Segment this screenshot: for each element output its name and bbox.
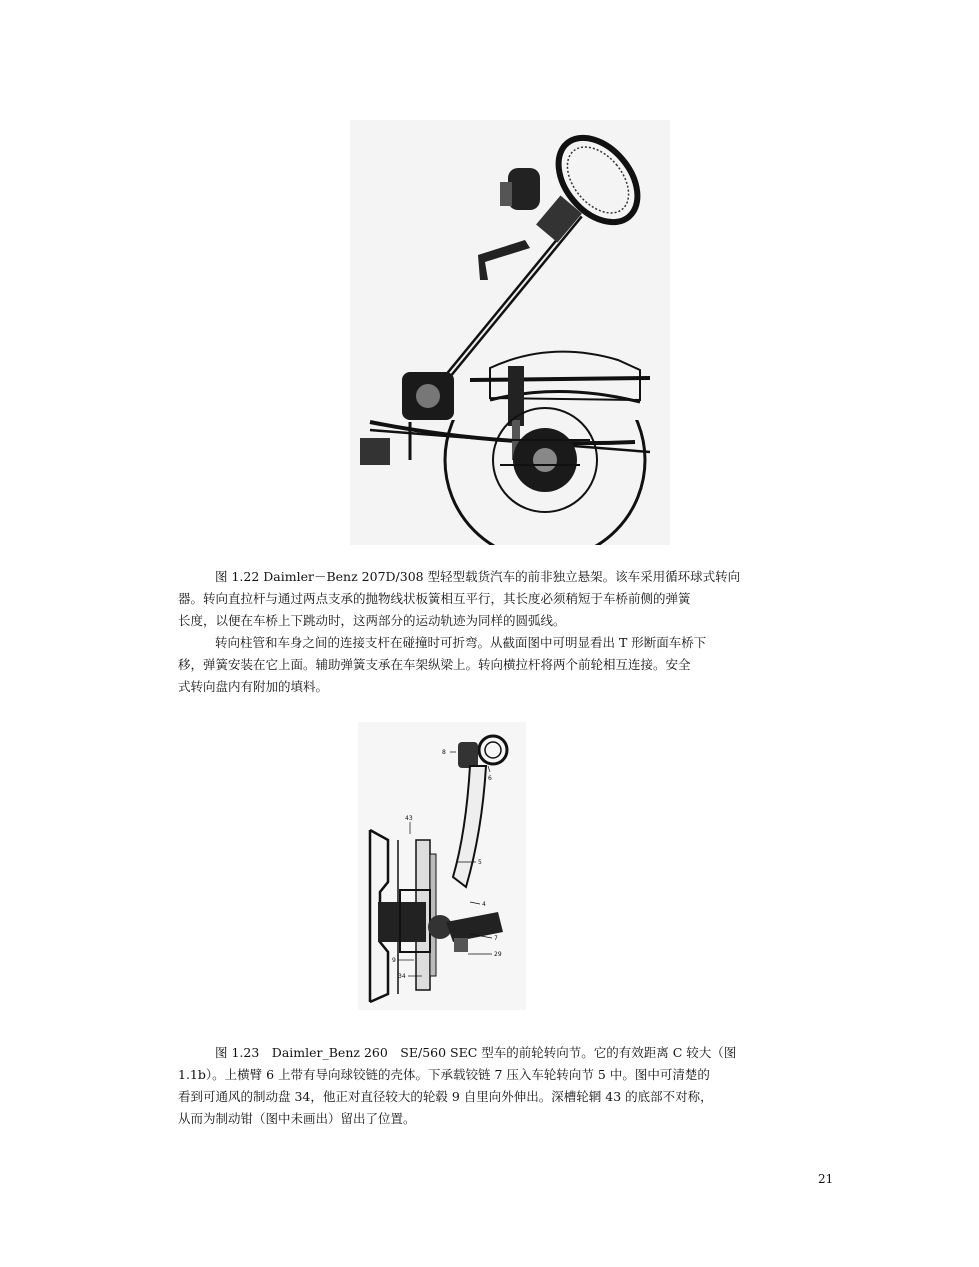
label-43: 43	[405, 815, 413, 822]
note-line: 转向柱管和车身之间的连接支杆在碰撞时可折弯。从截面图中可明显看出 T 形断面车桥下	[215, 635, 707, 650]
figure-1-22-caption	[178, 566, 784, 632]
label-9: 9	[392, 957, 396, 964]
page-number: 21	[818, 1172, 834, 1186]
figure-1-22-illustration	[350, 120, 670, 545]
figure-1-22-note	[178, 632, 784, 698]
label-4: 4	[482, 901, 486, 908]
caption-line: 图 1.23 Daimler_Benz 260 SE/560 SEC 型车的前轮转向节。它的有效距离 C 较大（图	[215, 1045, 737, 1060]
caption-line: 长度，以便在车桥上下跳动时，这两部分的运动轨迹为同样的圆弧线。	[178, 613, 566, 628]
figure-1-23-caption	[178, 1042, 784, 1130]
label-6: 6	[488, 775, 492, 782]
label-8: 8	[442, 749, 446, 756]
caption-line: 1.1b）。上横臂 6 上带有导向球铰链的壳体。下承载铰链 7 压入车轮转向节 5 中。图中可清楚的	[178, 1067, 710, 1082]
label-34: 34	[398, 973, 406, 980]
label-7: 7	[494, 935, 498, 942]
caption-line: 器。转向直拉杆与通过两点支承的抛物线状板簧相互平行，其长度必须稍短于车桥前侧的弹簧	[178, 591, 691, 606]
label-5: 5	[478, 859, 482, 866]
caption-line: 图 1.22 Daimler－Benz 207D/308 型轻型载货汽车的前非独立悬架。该车采用循环球式转向	[215, 569, 741, 584]
figure-1-23-illustration	[358, 722, 526, 1010]
note-line: 式转向盘内有附加的填料。	[178, 679, 329, 694]
caption-line: 从而为制动钳（图中未画出）留出了位置。	[178, 1111, 416, 1126]
label-29: 29	[494, 951, 502, 958]
caption-line: 看到可通风的制动盘 34，他正对直径较大的轮毂 9 自里向外伸出。深槽轮辋 43 的底部不对称，	[178, 1089, 713, 1104]
note-line: 移，弹簧安装在它上面。辅助弹簧支承在车架纵梁上。转向横拉杆将两个前轮相互连接。安全	[178, 657, 691, 672]
